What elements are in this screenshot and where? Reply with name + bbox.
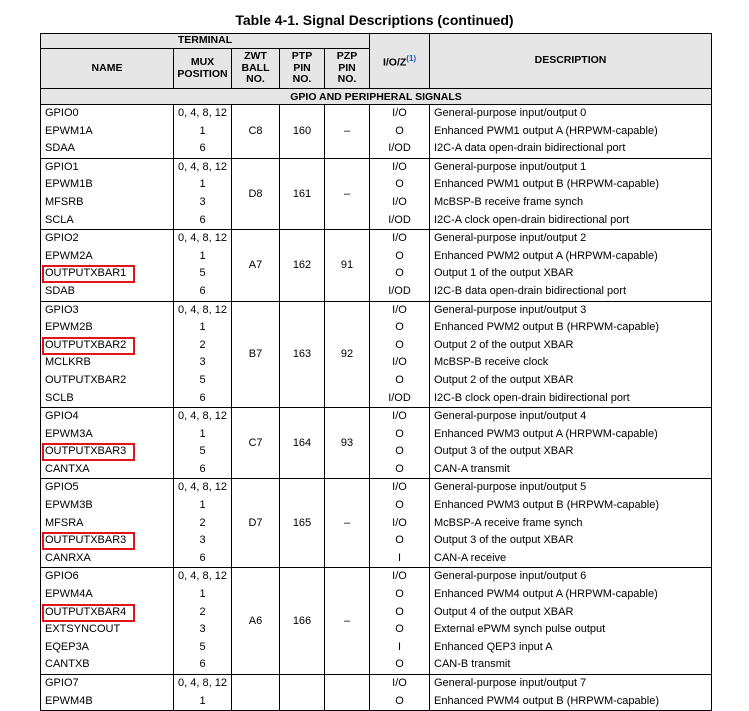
signal-name-value: SCLA [45, 213, 74, 226]
pzp-pin-cell: – [325, 568, 370, 675]
description-cell [430, 301, 712, 408]
signal-group [41, 408, 712, 479]
ptp-pin-cell: 162 [280, 230, 325, 301]
mux-position-cell [174, 408, 232, 479]
mux-position-value: 3 [199, 534, 206, 547]
ptp-pin-cell: 160 [280, 105, 325, 159]
io-type-value: I/O [392, 232, 407, 245]
io-type-value: O [395, 124, 404, 137]
io-type-value: O [395, 321, 404, 334]
signal-name-cell [41, 675, 174, 711]
description-value: Enhanced PWM1 output A (HRPWM-capable) [434, 124, 658, 137]
description-value: McBSP-A receive frame synch [434, 516, 583, 529]
description-value: Enhanced PWM4 output B (HRPWM-capable) [434, 694, 659, 707]
description-value: Output 1 of the output XBAR [434, 267, 574, 280]
mux-position-value: 1 [199, 249, 206, 262]
description-value: Enhanced PWM3 output B (HRPWM-capable) [434, 499, 659, 512]
io-type-cell [370, 408, 430, 479]
mux-position-value: 0, 4, 8, 12 [178, 232, 227, 245]
ioz-header: $I/O/Z^{(1)}$ [370, 34, 430, 89]
mux-position-value: 1 [199, 427, 206, 440]
signal-descriptions-table [40, 33, 712, 711]
table-body [41, 105, 712, 711]
mux-position-cell [174, 568, 232, 675]
mux-position-value: 6 [199, 284, 206, 297]
io-type-value: I/O [392, 160, 407, 173]
mux-position-cell [174, 675, 232, 711]
signal-name-value: EPWM1A [45, 124, 93, 137]
io-type-value: O [395, 658, 404, 671]
description-value: Enhanced PWM2 output B (HRPWM-capable) [434, 321, 659, 334]
signal-group [41, 301, 712, 408]
description-value: General-purpose input/output 3 [434, 303, 587, 316]
mux-position-value: 0, 4, 8, 12 [178, 481, 227, 494]
io-type-cell [370, 158, 430, 229]
io-type-value: O [395, 462, 404, 475]
description-value: Enhanced PWM3 output A (HRPWM-capable) [434, 427, 658, 440]
io-type-value: I/OD [388, 284, 411, 297]
description-value: Enhanced PWM1 output B (HRPWM-capable) [434, 178, 659, 191]
mux-position-cell [174, 105, 232, 159]
io-type-value: I [397, 551, 402, 564]
mux-position-value: 0, 4, 8, 12 [178, 410, 227, 423]
io-type-value: I/O [392, 195, 407, 208]
io-type-value: I/OD [388, 142, 411, 155]
signal-name-value: CANTXA [45, 462, 90, 475]
description-cell [430, 479, 712, 568]
ptp-pin-cell: 165 [280, 479, 325, 568]
io-type-value: I/O [392, 303, 407, 316]
signal-name-value: CANTXB [45, 658, 90, 671]
description-cell [430, 105, 712, 159]
io-type-value: O [395, 605, 404, 618]
name-header: NAME [41, 49, 174, 89]
description-value: Output 2 of the output XBAR [434, 338, 574, 351]
ptp-pin-cell: 161 [280, 158, 325, 229]
io-type-value: O [395, 178, 404, 191]
mux-position-value: 1 [199, 499, 206, 512]
section-header: GPIO AND PERIPHERAL SIGNALS [41, 89, 712, 105]
description-value: I2C-B clock open-drain bidirectional port [434, 391, 630, 404]
pzp-pin-cell: – [325, 158, 370, 229]
io-type-value: I/O [392, 570, 407, 583]
description-value: General-purpose input/output 1 [434, 160, 587, 173]
description-cell [430, 408, 712, 479]
zwt-ball-cell: A6 [232, 568, 280, 675]
signal-group [41, 568, 712, 675]
mux-position-value: 5 [199, 373, 206, 386]
pzp-pin-cell: 91 [325, 230, 370, 301]
mux-position-value: 1 [199, 321, 206, 334]
zwt-ball-cell: C8 [232, 105, 280, 159]
ptp-pin-cell: 164 [280, 408, 325, 479]
description-value: McBSP-B receive clock [434, 356, 549, 369]
signal-name-value: EPWM3B [45, 499, 93, 512]
mux-position-value: 2 [199, 605, 206, 618]
mux-position-value: 2 [199, 338, 206, 351]
highlight-box [42, 265, 135, 283]
description-header: DESCRIPTION [430, 34, 712, 89]
ptp-pin-cell: 163 [280, 301, 325, 408]
signal-name-value: MCLKRB [45, 356, 91, 369]
signal-name-value: EPWM2A [45, 249, 93, 262]
signal-name-value: MFSRB [45, 195, 84, 208]
io-type-cell [370, 568, 430, 675]
mux-position-value: 1 [199, 694, 206, 707]
description-value: I2C-B data open-drain bidirectional port [434, 284, 627, 297]
zwt-ball-cell: D8 [232, 158, 280, 229]
io-type-value: O [395, 338, 404, 351]
io-type-value: O [395, 694, 404, 707]
signal-name-cell [41, 408, 174, 479]
signal-name-value: CANRXA [45, 551, 91, 564]
description-cell [430, 230, 712, 301]
mux-position-value: 5 [199, 445, 206, 458]
io-type-value: O [395, 588, 404, 601]
mux-position-value: 6 [199, 658, 206, 671]
mux-position-value: 5 [199, 267, 206, 280]
signal-name-value: EQEP3A [45, 640, 90, 653]
description-value: General-purpose input/output 0 [434, 107, 587, 119]
signal-group [41, 158, 712, 229]
pzp-pin-cell: 93 [325, 408, 370, 479]
description-value: Output 4 of the output XBAR [434, 605, 574, 618]
signal-name-value: GPIO2 [45, 232, 79, 245]
description-cell [430, 568, 712, 675]
description-value: General-purpose input/output 4 [434, 410, 587, 423]
io-type-cell [370, 105, 430, 159]
signal-group [41, 479, 712, 568]
signal-name-value: OUTPUTXBAR3 [45, 443, 173, 461]
signal-name-value: EXTSYNCOUT [45, 623, 121, 636]
io-type-value: I/O [392, 677, 407, 689]
signal-name-value: OUTPUTXBAR3 [45, 532, 173, 550]
description-value: External ePWM synch pulse output [434, 623, 606, 636]
signal-name-value: SDAB [45, 284, 75, 297]
signal-name-value: GPIO5 [45, 481, 79, 494]
signal-name-cell [41, 158, 174, 229]
mux-position-value: 3 [199, 623, 206, 636]
io-type-cell [370, 675, 430, 711]
table-title: Table 4-1. Signal Descriptions (continued) [235, 12, 514, 28]
description-value: Enhanced PWM4 output A (HRPWM-capable) [434, 588, 658, 601]
signal-name-value: OUTPUTXBAR2 [45, 373, 127, 386]
io-type-value: I/OD [388, 213, 411, 226]
mux-position-cell [174, 301, 232, 408]
signal-name-value: EPWM4B [45, 694, 93, 707]
pzp-header: PZP PIN NO. [325, 49, 370, 89]
io-type-cell [370, 301, 430, 408]
mux-position-value: 0, 4, 8, 12 [178, 303, 227, 316]
pzp-pin-cell: 92 [325, 301, 370, 408]
mux-position-value: 2 [199, 516, 206, 529]
highlight-box [42, 532, 135, 550]
signal-name-value: GPIO4 [45, 410, 79, 423]
description-value: I2C-A clock open-drain bidirectional port [434, 213, 630, 226]
io-type-value: O [395, 249, 404, 262]
ptp-pin-cell [280, 675, 325, 711]
zwt-ball-cell [232, 675, 280, 711]
signal-name-value: SDAA [45, 142, 75, 155]
zwt-ball-cell: D7 [232, 479, 280, 568]
io-type-value: O [395, 267, 404, 280]
mux-position-value: 0, 4, 8, 12 [178, 677, 227, 689]
mux-position-value: 3 [199, 195, 206, 208]
signal-name-value: EPWM1B [45, 178, 93, 191]
highlight-box [42, 604, 135, 622]
pzp-pin-cell: – [325, 479, 370, 568]
description-value: I2C-A data open-drain bidirectional port [434, 142, 626, 155]
io-type-value: O [395, 427, 404, 440]
io-type-value: I/O [392, 356, 407, 369]
description-value: McBSP-B receive frame synch [434, 195, 584, 208]
mux-position-value: 6 [199, 213, 206, 226]
signal-name-cell [41, 568, 174, 675]
description-cell [430, 158, 712, 229]
footnote-link[interactable]: (1) [406, 54, 417, 63]
zwt-ball-cell: A7 [232, 230, 280, 301]
signal-name-value: GPIO3 [45, 303, 79, 316]
description-value: Output 3 of the output XBAR [434, 534, 574, 547]
mux-position-value: 6 [199, 391, 206, 404]
io-type-value: O [395, 373, 404, 386]
description-value: General-purpose input/output 5 [434, 481, 587, 494]
signal-name-value: OUTPUTXBAR1 [45, 265, 173, 283]
io-type-value: O [395, 445, 404, 458]
pzp-pin-cell: – [325, 105, 370, 159]
zwt-header: ZWT BALL NO. [232, 49, 280, 89]
signal-name-value: EPWM4A [45, 588, 93, 601]
mux-position-value: 6 [199, 142, 206, 155]
signal-name-value: GPIO0 [45, 107, 79, 119]
signal-group [41, 105, 712, 159]
io-type-value: O [395, 499, 404, 512]
description-value: General-purpose input/output 2 [434, 232, 587, 245]
description-value: General-purpose input/output 6 [434, 570, 587, 583]
signal-group [41, 230, 712, 301]
signal-name-cell [41, 230, 174, 301]
signal-name-value: OUTPUTXBAR2 [45, 337, 173, 355]
mux-position-cell [174, 479, 232, 568]
zwt-ball-cell: B7 [232, 301, 280, 408]
io-type-cell [370, 230, 430, 301]
signal-name-value: GPIO7 [45, 677, 79, 689]
terminal-header: TERMINAL [41, 34, 370, 49]
mux-position-value: 3 [199, 356, 206, 369]
signal-name-value: EPWM3A [45, 427, 93, 440]
description-value: Output 3 of the output XBAR [434, 445, 574, 458]
io-type-value: I/O [392, 481, 407, 494]
highlight-box [42, 337, 135, 355]
highlight-box [42, 443, 135, 461]
signal-name-value: EPWM2B [45, 321, 93, 334]
mux-position-value: 0, 4, 8, 12 [178, 570, 227, 583]
io-type-value: O [395, 623, 404, 636]
signal-name-cell [41, 301, 174, 408]
io-type-value: I/O [392, 107, 407, 119]
signal-name-value: MFSRA [45, 516, 84, 529]
io-type-value: I/OD [388, 391, 411, 404]
mux-position-cell [174, 230, 232, 301]
pzp-pin-cell [325, 675, 370, 711]
signal-name-value: SCLB [45, 391, 74, 404]
description-value: CAN-A receive [434, 551, 507, 564]
signal-name-cell [41, 479, 174, 568]
io-type-value: I/O [392, 410, 407, 423]
io-type-cell [370, 479, 430, 568]
signal-group [41, 675, 712, 711]
mux-position-value: 6 [199, 551, 206, 564]
signal-name-value: OUTPUTXBAR4 [45, 604, 173, 622]
signal-name-cell [41, 105, 174, 159]
description-value: CAN-B transmit [434, 658, 511, 671]
description-value: General-purpose input/output 7 [434, 677, 587, 689]
mux-position-value: 1 [199, 178, 206, 191]
io-type-value: I [397, 640, 402, 653]
mux-position-cell [174, 158, 232, 229]
signal-name-value: GPIO1 [45, 160, 79, 173]
ptp-pin-cell: 166 [280, 568, 325, 675]
mux-position-value: 5 [199, 640, 206, 653]
description-value: Output 2 of the output XBAR [434, 373, 574, 386]
io-type-value: O [395, 534, 404, 547]
description-value: CAN-A transmit [434, 462, 510, 475]
io-type-value: I/O [392, 516, 407, 529]
description-value: Enhanced PWM2 output A (HRPWM-capable) [434, 249, 658, 262]
description-cell [430, 675, 712, 711]
ptp-header: PTP PIN NO. [280, 49, 325, 89]
mux-position-value: 1 [199, 588, 206, 601]
signal-name-value: GPIO6 [45, 570, 79, 583]
mux-position-value: 1 [199, 124, 206, 137]
mux-position-value: 6 [199, 462, 206, 475]
description-value: Enhanced QEP3 input A [434, 640, 553, 653]
mux-header: MUX POSITION [174, 49, 232, 89]
zwt-ball-cell: C7 [232, 408, 280, 479]
mux-position-value: 0, 4, 8, 12 [178, 160, 227, 173]
mux-position-value: 0, 4, 8, 12 [178, 107, 227, 119]
